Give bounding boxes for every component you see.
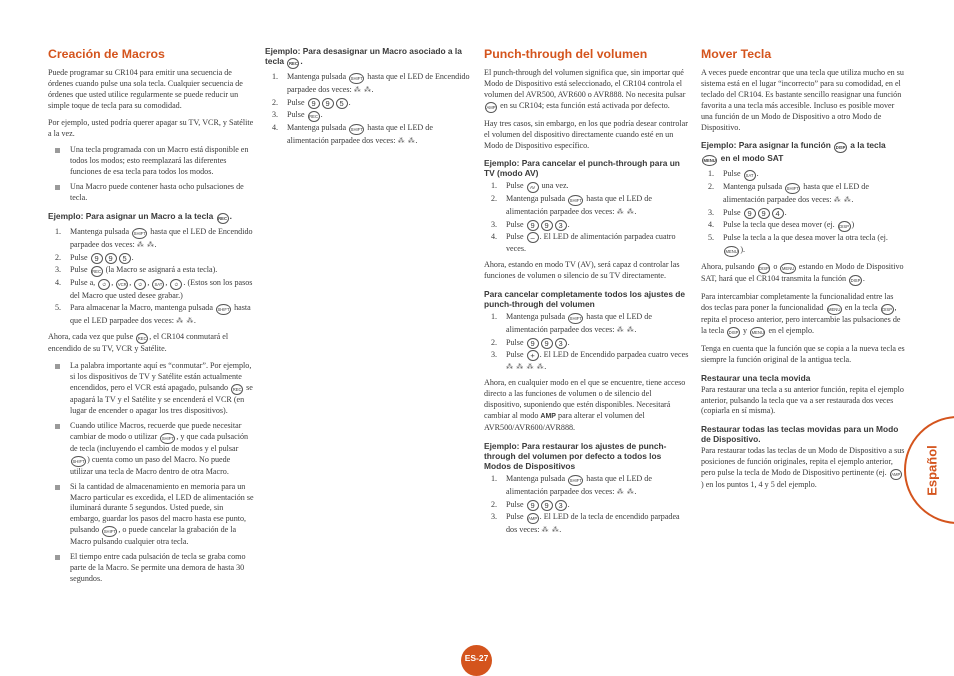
column-macros: [48, 44, 254, 589]
vcr-key-icon: VCR: [116, 279, 128, 290]
shift-key-icon: SHIFT: [349, 73, 364, 84]
list-item: 1. Mantenga pulsada SHIFT hasta que el LED de Encendido parpadee dos veces: ⁂ ⁂.: [272, 72, 470, 94]
five-key-icon: 5: [119, 253, 131, 264]
square-bullet-icon: [55, 485, 60, 490]
macro-key-icon: REC: [217, 213, 229, 224]
led-blink-icon: ⁂ ⁂: [616, 487, 635, 496]
list-item: 3. Pulse REC .: [265, 109, 470, 122]
macro-key-icon: REC: [308, 111, 320, 122]
list-item: Cuando utilice Macros, recuerde que puede necesitar cambiar de modo o utilizar SHIFT , y que cada pulsación de tecla (incluyendo el cambio de modos y el pulsar SHIFT ) cuenta como un paso del Macro. No puede utilizar una tecla de Macro dentro de otra Macro.: [48, 421, 254, 478]
disp-key-icon: DISP: [758, 263, 771, 274]
nine-key-icon: 9: [541, 500, 553, 511]
column-move-key: [701, 44, 905, 497]
list-item: 4. Pulse – . El LED de alimentación parpadea cuatro veces.: [491, 232, 676, 254]
square-bullet-icon: [55, 148, 60, 153]
list-item: 4. Mantenga pulsada SHIFT hasta que el LED de alimentación parpadee dos veces: ⁂ ⁂.: [272, 122, 433, 145]
step-list: [701, 168, 905, 257]
macro-key-icon: REC: [136, 333, 148, 344]
four-key-icon: 4: [772, 208, 784, 219]
amp-key-icon: AMP: [527, 513, 539, 524]
square-bullet-icon: [55, 185, 60, 190]
list-item: 3. Pulse 9 9 4 .: [708, 208, 787, 219]
amp-key-icon: AMP: [890, 469, 902, 480]
shift-key-icon: SHIFT: [160, 433, 175, 444]
paragraph: Para restaurar una tecla a su anterior función, repita el ejemplo anterior, pulsando la tecla que va a ser restaurada dos veces (copiarla en sí misma).: [701, 384, 904, 416]
paragraph: Ahora, estando en modo TV (AV), será capaz d controlar las funciones de volumen o silencio de su TV directamente.: [484, 260, 680, 280]
led-blink-icon: ⁂ ⁂: [616, 325, 635, 334]
sat-key-icon: SAT: [744, 170, 756, 181]
list-item: 2. Mantenga pulsada SHIFT hasta que el LED de alimentación parpadee dos veces: ⁂ ⁂.: [491, 194, 652, 217]
shift-key-icon: SHIFT: [71, 456, 86, 467]
example-heading: Ejemplo: Para restaurar los ajustes de punch-through del volumen por defecto a todos los Modos de Dispositivos: [484, 440, 667, 471]
paragraph: Para intercambiar completamente la funcionalidad entre las dos teclas para poner la funcionalidad MENU en la tecla DISP , repita el proceso anterior, pero intercambie las pulsaciones de la tecla DISP y MENU en el ejemplo.: [701, 292, 905, 338]
av-key-icon: AV: [527, 182, 539, 193]
disp-key-icon: DISP: [727, 327, 740, 338]
section-title-move-key: Mover Tecla: [701, 47, 772, 61]
list-item: El tiempo entre cada pulsación de tecla se graba como parte de la Macro. Se permite una demora de hasta 30 segundos.: [48, 552, 254, 585]
example-heading: Ejemplo: Para desasignar un Macro asociado a la tecla REC .: [265, 46, 470, 69]
sat-key-icon: SAT: [152, 279, 164, 290]
led-blink-icon: ⁂ ⁂: [541, 525, 560, 534]
list-item: Una Macro puede contener hasta ocho pulsaciones de tecla.: [48, 182, 254, 204]
shift-key-icon: SHIFT: [568, 475, 583, 486]
example-heading: Ejemplo: Para asignar un Macro a la tecla REC .: [48, 211, 254, 224]
volume-down-key-icon: –: [527, 232, 539, 243]
list-item: 5. Pulse la tecla a la que desea mover la otra tecla (ej. MENU ).: [701, 232, 905, 257]
power-key-icon: ⏻: [134, 279, 146, 290]
led-blink-icon: ⁂ ⁂: [353, 86, 372, 94]
language-tab: [904, 416, 954, 526]
column-punch-through: [484, 44, 690, 542]
list-item: Si la cantidad de almacenamiento en memoria para un Macro particular es excedida, el LED de alimentación se iluminará durante 5 segundos. Usted puede, sin embargo, guardar los pasos del macro hasta ese punto, pulsando SHIFT , o puede cancelar la grabación de la Macro pulsando cualquier otra tecla.: [48, 482, 254, 549]
shift-key-icon: SHIFT: [349, 124, 364, 135]
paragraph: El punch-through del volumen significa que, sin importar qué Modo de Dispositivo está seleccionado, el CR104 controla el volumen del AVR500, AVR600 o AVR888. No necesita pulsar AMP en su CR104; esta función está activada por defecto.: [484, 68, 690, 113]
step-list: [484, 311, 690, 374]
menu-key-icon: MENU: [827, 304, 842, 315]
list-item: 2. Pulse 9 9 3 .: [491, 337, 570, 348]
power-key-icon: ⏻: [98, 279, 110, 290]
list-item: 4. Pulse a, ⏻ , VCR , ⏻ , SAT , ⏻ . (Estos son los pasos del Macro que usted desee grabar.): [55, 277, 253, 300]
menu-key-icon: MENU: [702, 155, 717, 166]
paragraph: Tenga en cuenta que la función que se copia a la nueva tecla es siempre la función original de la antigua tecla.: [701, 343, 905, 364]
example-heading: Para cancelar completamente todos los ajustes de punch-through del volumen: [484, 288, 686, 309]
list-item: 3. Pulse 9 9 3 .: [491, 220, 570, 231]
three-key-icon: 3: [555, 338, 567, 349]
list-item: 5. Para almacenar la Macro, mantenga pulsada SHIFT hasta que el LED parpadee dos veces: ⁂ ⁂.: [55, 302, 251, 325]
list-item: La palabra importante aquí es “conmutar”. Por ejemplo, si los dispositivos de TV y Satélite están actualmente encendidos, pero el VCR está apagado, pulsando REC se apagará la TV y el Satélite y se encenderá el VCR (en lugar de encender o apagar los tres dispositivos).: [48, 361, 254, 417]
paragraph: Para restaurar todas las teclas de un Modo de Dispositivo a sus posiciones de función originales, repita el ejemplo anterior, pero pulse la tecla de Modo de Dispositivo pertinente (ej. AMP) en los puntos 1, 4 y 5 del ejemplo.: [701, 446, 905, 490]
shift-key-icon: SHIFT: [216, 304, 231, 315]
nine-key-icon: 9: [541, 338, 553, 349]
paragraph: A veces puede encontrar que una tecla que utiliza mucho en su sistema está en el lugar “incorrecto” para su comodidad, en el teclado del CR104. Es bastante sencillo reasignar una función favorita a una tecla más accesible. Incluso es posible mover una función de un Modo de Dispositivo a otro Modo de Dispositivo.: [701, 68, 904, 132]
list-item: 3. Pulse + . El LED de Encendido parpadea cuatro veces ⁂ ⁂ ⁂ ⁂.: [491, 349, 689, 371]
shift-key-icon: SHIFT: [102, 526, 117, 537]
list-item: 1. Pulse AV una vez.: [484, 180, 690, 193]
three-key-icon: 3: [555, 500, 567, 511]
example-heading: Ejemplo: Para cancelar el punch-through para un TV (modo AV): [484, 158, 680, 179]
disp-key-icon: DISP: [881, 304, 894, 315]
led-blink-icon: ⁂ ⁂: [616, 208, 635, 217]
shift-key-icon: SHIFT: [785, 183, 800, 194]
list-item: 1. Mantenga pulsada SHIFT hasta que el LED de Encendido parpadee dos veces: ⁂ ⁂.: [55, 226, 253, 249]
list-item: 3. Pulse AMP . El LED de la tecla de encendido parpadea dos veces: ⁂ ⁂.: [491, 511, 680, 534]
nine-key-icon: 9: [758, 208, 770, 219]
led-blink-icon: ⁂ ⁂ ⁂ ⁂: [506, 362, 545, 371]
list-item: 1. Mantenga pulsada SHIFT hasta que el LED de alimentación parpadee dos veces: ⁂ ⁂.: [491, 311, 652, 334]
nine-key-icon: 9: [744, 208, 756, 219]
list-item: 1. Mantenga pulsada SHIFT hasta que el LED de alimentación parpadee dos veces: ⁂ ⁂.: [491, 473, 652, 496]
subsection-heading: Restaurar una tecla movida: [701, 372, 811, 383]
nine-key-icon: 9: [308, 98, 320, 109]
list-item: 2. Pulse 9 9 5 .: [55, 252, 134, 263]
paragraph: Ahora, en cualquier modo en el que se encuentre, tiene acceso directo a las funciones de volumen o de silencio del dispositivo, suponiendo que estén disponibles. Necesitará cambiar al modo AMP para alterar el volumen del AVR500/AVR600/AVR888.: [484, 378, 686, 433]
shift-key-icon: SHIFT: [132, 228, 147, 239]
nine-key-icon: 9: [105, 253, 117, 264]
shift-key-icon: SHIFT: [568, 195, 583, 206]
three-key-icon: 3: [555, 220, 567, 231]
power-key-icon: ⏻: [170, 279, 182, 290]
step-list: [484, 473, 690, 537]
square-bullet-icon: [55, 555, 60, 560]
page-number: ES-27: [461, 645, 492, 676]
menu-key-icon: MENU: [750, 327, 765, 338]
section-title-macros: Creación de Macros: [48, 47, 165, 61]
paragraph: Ahora, pulsando DISP o MENU estando en Modo de Dispositivo SAT, hará que el CR104 transmita la función DISP .: [701, 262, 905, 286]
nine-key-icon: 9: [91, 253, 103, 264]
disp-key-icon: DISP: [849, 275, 862, 286]
menu-key-icon: MENU: [780, 263, 795, 274]
square-bullet-icon: [55, 424, 60, 429]
square-bullet-icon: [55, 364, 60, 369]
step-list: [484, 180, 690, 255]
list-item: Una tecla programada con un Macro está disponible en todos los modos; esto reemplazará las diferentes funciones de esa tecla para todos los modos.: [48, 145, 254, 178]
note-list: [48, 361, 254, 585]
nine-key-icon: 9: [322, 98, 334, 109]
five-key-icon: 5: [336, 98, 348, 109]
list-item: 1. Pulse SAT .: [701, 168, 905, 181]
subsection-heading: Restaurar todas las teclas movidas para un Modo de Dispositivo.: [701, 424, 899, 445]
list-item: 2. Mantenga pulsada SHIFT hasta que el LED de alimentación parpadee dos veces: ⁂ ⁂.: [708, 182, 869, 205]
list-item: 3. Pulse REC (la Macro se asignará a esta tecla).: [48, 264, 254, 277]
led-blink-icon: ⁂ ⁂: [833, 196, 852, 205]
shift-key-icon: SHIFT: [568, 313, 583, 324]
disp-key-icon: DISP: [834, 142, 847, 153]
language-label: Español: [924, 445, 940, 496]
list-item: 4. Pulse la tecla que desea mover (ej. DISP ): [701, 219, 905, 232]
macro-key-icon: REC: [91, 266, 103, 277]
led-blink-icon: ⁂ ⁂: [176, 316, 194, 325]
nine-key-icon: 9: [541, 220, 553, 231]
macro-key-icon: REC: [287, 58, 299, 69]
paragraph: Por ejemplo, usted podría querer apagar su TV, VCR, y Satélite a la vez.: [48, 117, 254, 138]
amp-key-icon: AMP: [485, 102, 497, 113]
list-item: 2. Pulse 9 9 3 .: [491, 499, 570, 510]
disp-key-icon: DISP: [838, 221, 851, 232]
volume-up-key-icon: +: [527, 350, 539, 361]
paragraph: Hay tres casos, sin embargo, en los que podría desear controlar el volumen del dispositivo directamente cuando esté en un Modo de Dispositivo específico.: [484, 118, 688, 150]
led-blink-icon: ⁂ ⁂: [397, 136, 416, 145]
nine-key-icon: 9: [527, 220, 539, 231]
bullet-list: [48, 145, 254, 204]
nine-key-icon: 9: [527, 338, 539, 349]
nine-key-icon: 9: [527, 500, 539, 511]
section-title-punch-through: Punch-through del volumen: [484, 47, 648, 61]
led-blink-icon: ⁂ ⁂: [136, 240, 155, 249]
column-macro-unassign: [265, 44, 470, 153]
example-heading: Ejemplo: Para asignar la función DISP a la tecla MENU en el modo SAT: [701, 140, 905, 166]
paragraph: Ahora, cada vez que pulse REC , el CR104 conmutará el encendido de su TV, VCR y Satélite.: [48, 332, 229, 354]
step-list: [48, 226, 254, 327]
menu-key-icon: MENU: [724, 246, 739, 257]
step-list: [265, 71, 470, 148]
macro-key-icon: REC: [231, 384, 243, 395]
paragraph: Puede programar su CR104 para emitir una secuencia de órdenes cuando pulse una sola tecla. Cualquier secuencia de órdenes que usted utilice regularmente se puede reducir un simple toque de tecla para su comodidad.: [48, 68, 243, 110]
list-item: 2. Pulse 9 9 5 .: [272, 97, 351, 108]
